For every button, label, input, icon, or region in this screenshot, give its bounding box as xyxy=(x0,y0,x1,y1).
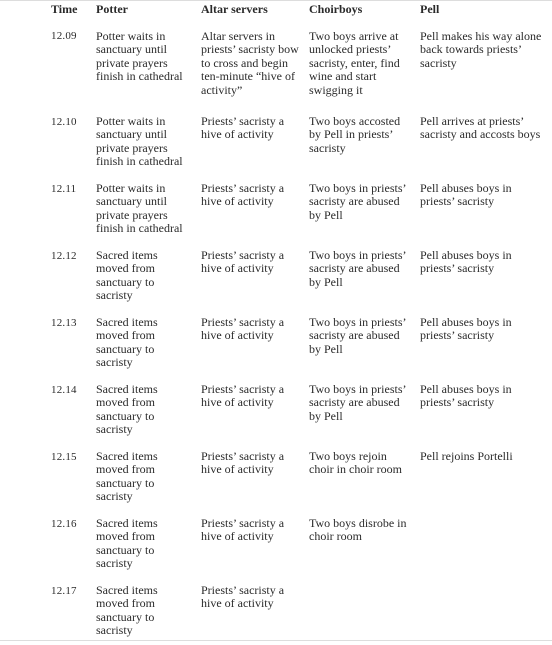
cell-pell: Pell abuses boys in priests’ sacristy xyxy=(420,248,512,276)
cell-potter: Potter waits in sanctuary until private prayers finish in cathedral xyxy=(96,114,183,169)
cell-choirboys: Two boys in priests’ sacristy are abused by Pell xyxy=(309,248,406,289)
cell-pell: Pell abuses boys in priests’ sacristy xyxy=(420,181,512,209)
table-row xyxy=(45,511,550,578)
cell-time: 12.10 xyxy=(51,116,77,128)
cell-time: 12.16 xyxy=(51,518,77,530)
cell-pell xyxy=(414,578,550,645)
cell-choirboys xyxy=(303,578,414,645)
cell-altar-servers: Priests’ sacristy a hive of activity xyxy=(201,181,285,209)
cell-pell: Pell abuses boys in priests’ sacristy xyxy=(420,382,512,410)
cell-pell: Pell abuses boys in priests’ sacristy xyxy=(420,315,512,343)
cell-time: 12.13 xyxy=(51,317,77,329)
cell-potter: Sacred items moved from sanctuary to sacristy xyxy=(96,583,158,638)
cell-time: 12.15 xyxy=(51,451,77,463)
top-rule xyxy=(0,0,552,1)
table-row xyxy=(45,176,550,243)
cell-pell: Pell rejoins Portelli xyxy=(420,449,513,463)
header-row xyxy=(45,3,550,23)
cell-altar-servers: Priests’ sacristy a hive of activity xyxy=(201,382,285,410)
header-pell: Pell xyxy=(420,2,440,16)
cell-potter: Sacred items moved from sanctuary to sacristy xyxy=(96,382,158,437)
header-choirboys: Choirboys xyxy=(309,2,363,16)
cell-choirboys: Two boys rejoin choir in choir room xyxy=(309,449,402,477)
cell-time: 12.09 xyxy=(51,30,77,42)
cell-choirboys: Two boys accosted by Pell in priests’ sacristy xyxy=(309,114,401,155)
table-row xyxy=(45,23,550,109)
table-row xyxy=(45,377,550,444)
cell-potter: Sacred items moved from sanctuary to sacristy xyxy=(96,248,158,303)
cell-altar-servers: Priests’ sacristy a hive of activity xyxy=(201,248,285,276)
table-row xyxy=(45,109,550,176)
cell-altar-servers: Priests’ sacristy a hive of activity xyxy=(201,315,285,343)
table-row xyxy=(45,444,550,511)
cell-altar-servers: Priests’ sacristy a hive of activity xyxy=(201,449,285,477)
header-potter: Potter xyxy=(96,2,128,16)
cell-choirboys: Two boys disrobe in choir room xyxy=(309,516,407,544)
cell-potter: Sacred items moved from sanctuary to sacristy xyxy=(96,315,158,370)
cell-potter: Potter waits in sanctuary until private prayers finish in cathedral xyxy=(96,29,183,84)
cell-time: 12.17 xyxy=(51,585,77,597)
cell-choirboys: Two boys arrive at unlocked priests’ sacristy, enter, find wine and start swigging it xyxy=(309,29,400,97)
cell-choirboys: Two boys in priests’ sacristy are abused by Pell xyxy=(309,315,406,356)
table-row xyxy=(45,578,550,645)
cell-choirboys: Two boys in priests’ sacristy are abused by Pell xyxy=(309,181,406,222)
cell-pell: Pell makes his way alone back towards priests’ sacristy xyxy=(420,29,542,70)
cell-altar-servers: Priests’ sacristy a hive of activity xyxy=(201,583,285,611)
header-altar-servers: Altar servers xyxy=(201,2,268,16)
cell-time: 12.14 xyxy=(51,384,77,396)
cell-potter: Potter waits in sanctuary until private prayers finish in cathedral xyxy=(96,181,183,236)
cell-time: 12.12 xyxy=(51,250,77,262)
cell-altar-servers: Altar servers in priests’ sacristy bow to cross and begin ten-minute “hive of activity” xyxy=(201,29,299,97)
cell-potter: Sacred items moved from sanctuary to sacristy xyxy=(96,516,158,571)
table-row xyxy=(45,310,550,377)
cell-time: 12.11 xyxy=(51,183,77,195)
cell-choirboys: Two boys in priests’ sacristy are abused by Pell xyxy=(309,382,406,423)
cell-altar-servers: Priests’ sacristy a hive of activity xyxy=(201,114,285,142)
cell-potter: Sacred items moved from sanctuary to sacristy xyxy=(96,449,158,504)
header-time: Time xyxy=(51,2,78,16)
cell-altar-servers: Priests’ sacristy a hive of activity xyxy=(201,516,285,544)
timeline-table xyxy=(45,3,550,645)
table-row xyxy=(45,243,550,310)
cell-pell xyxy=(414,511,550,578)
cell-pell: Pell arrives at priests’ sacristy and accosts boys xyxy=(420,114,541,142)
